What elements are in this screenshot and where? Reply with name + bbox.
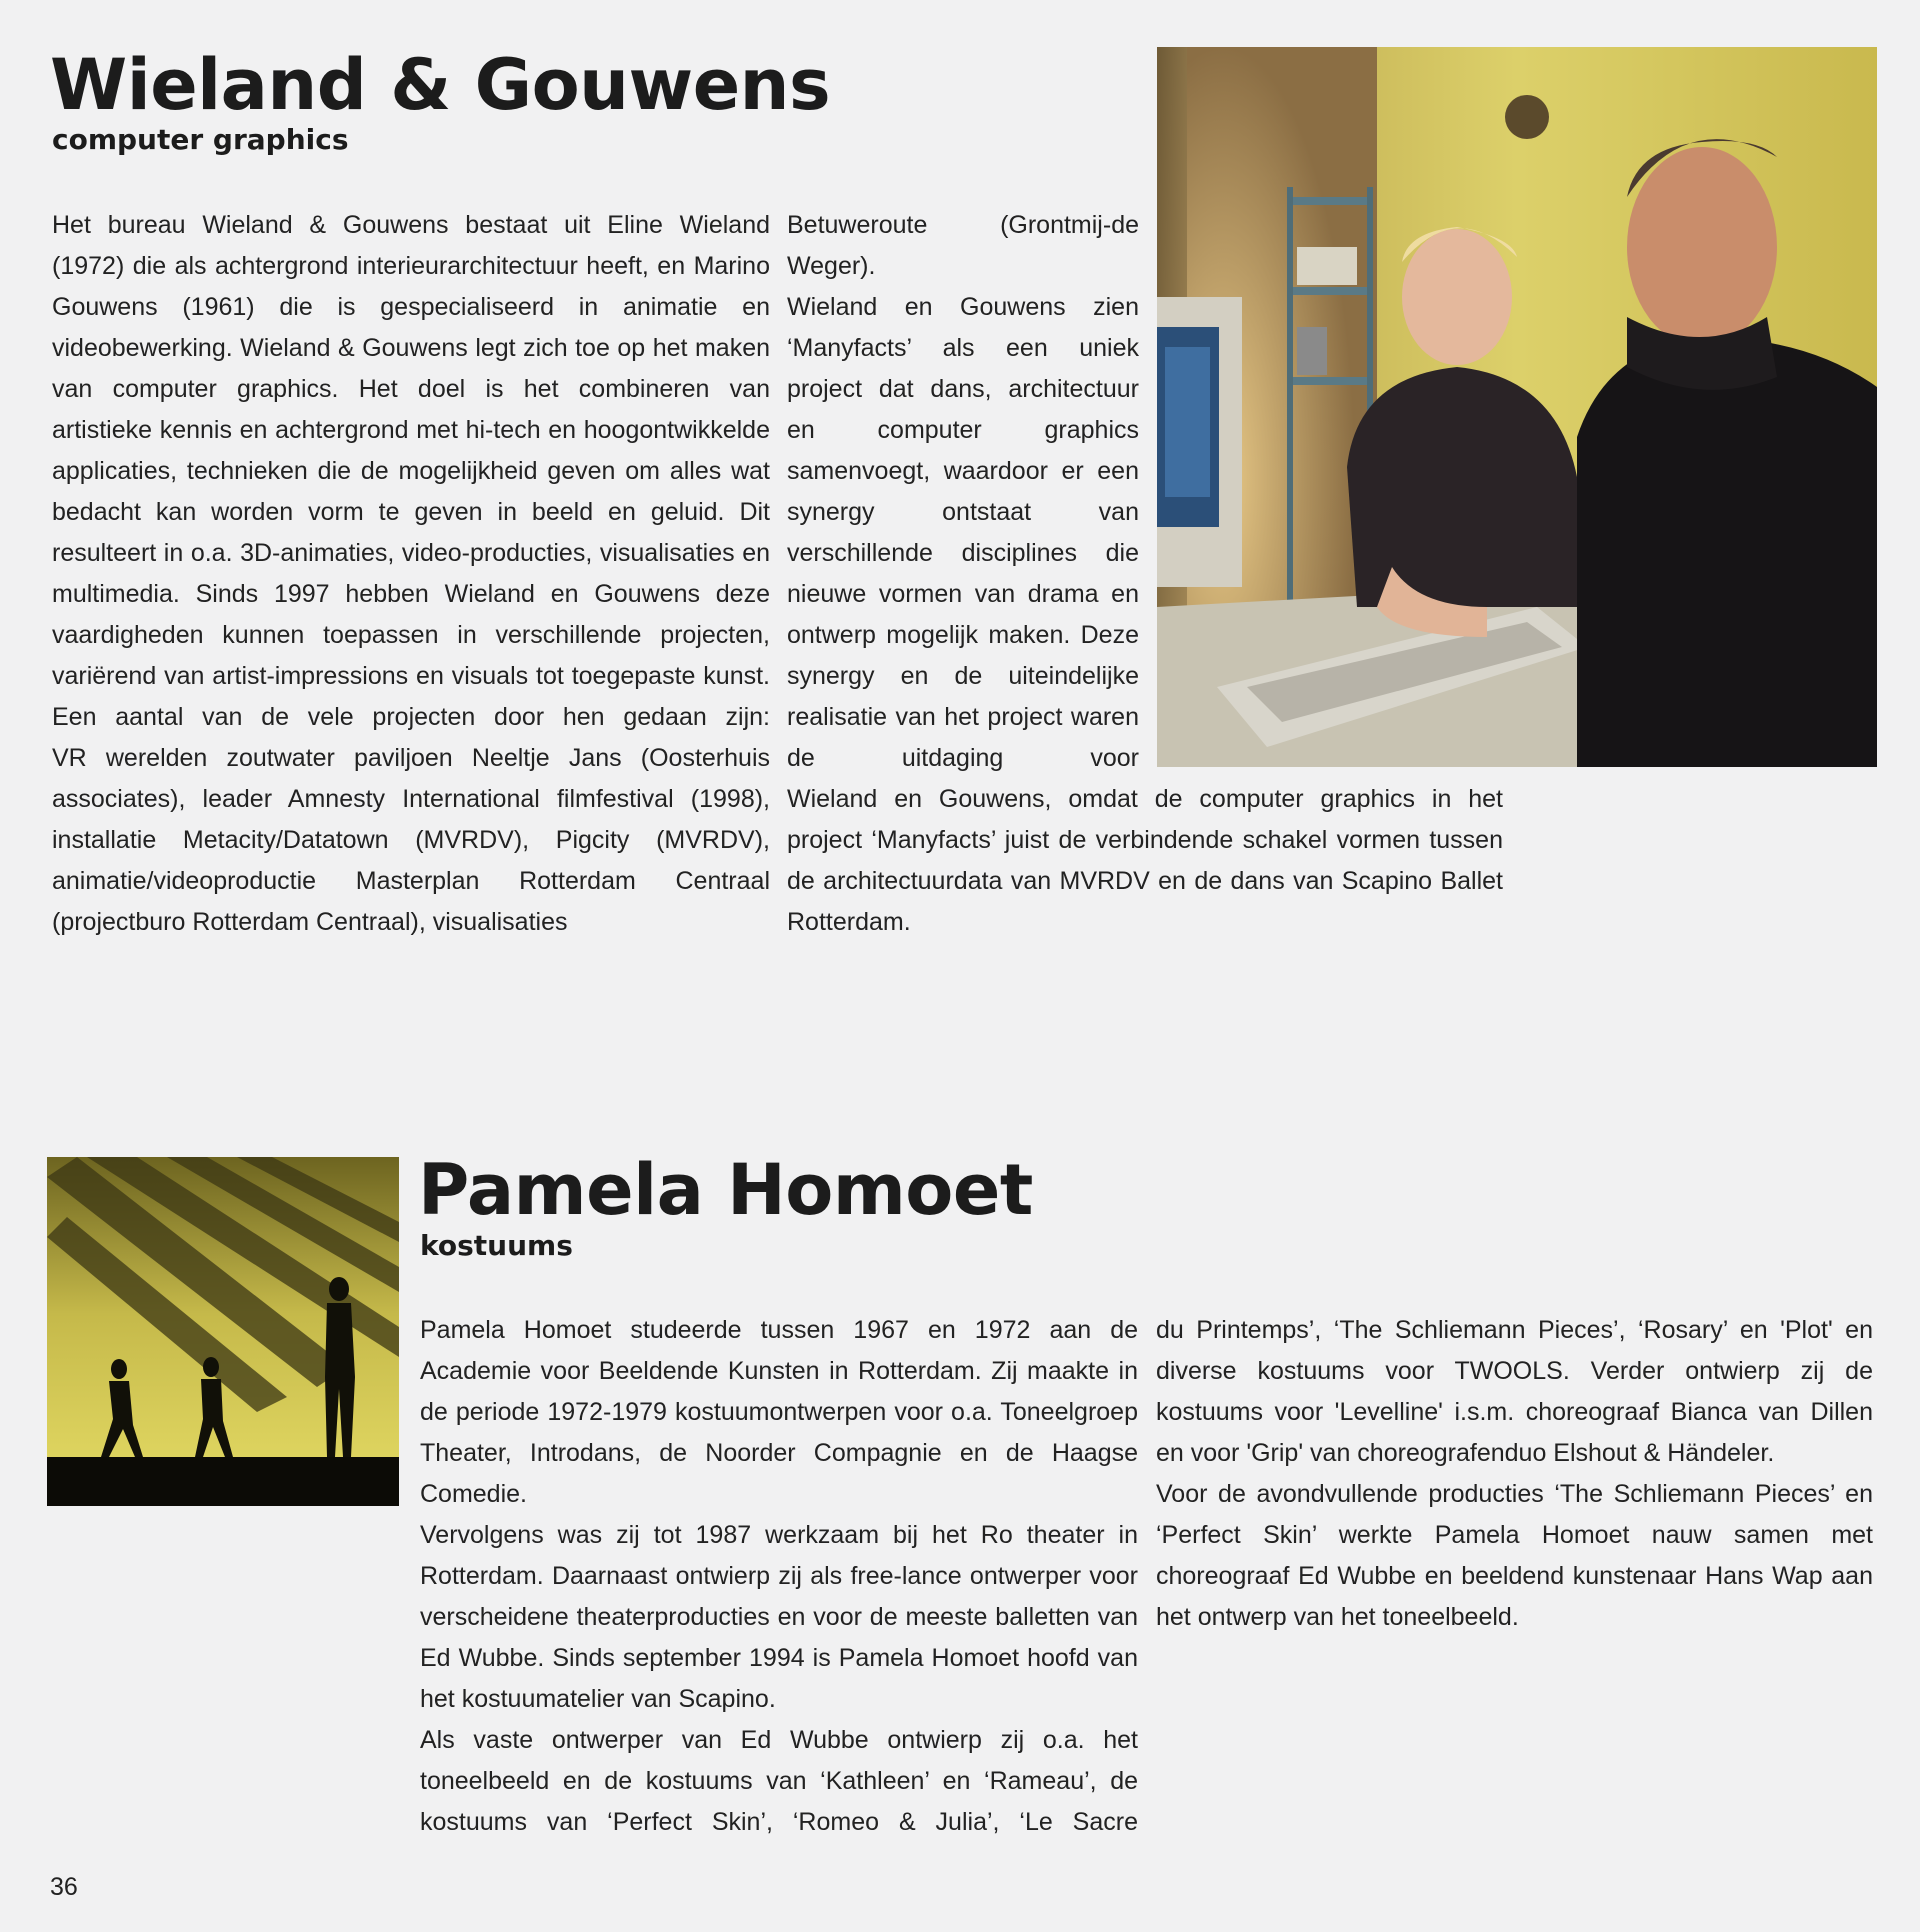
- section-subtitle-computer-graphics: computer graphics: [52, 123, 349, 156]
- section2-column-1: [420, 1310, 1138, 1843]
- body-paragraph: Voor de avondvullende producties ‘The Schliemann Pieces’ en ‘Perfect Skin’ werkte Pamela Homoet nauw samen met choreograaf Ed Wubbe en beeldend kunstenaar Hans Wap aan het ontwerp van het toneelbeeld.: [1156, 1480, 1873, 1631]
- body-paragraph: Wieland en Gouwens zien ‘Manyfacts’ als een uniek project dat dans, architectuur en computer graphics samenvoegt, waardoor er een synergy ontstaat van verschillende disciplines die nieuwe vormen van drama en ontwerp mogelijk maken. Deze synergy en de uiteindelijke realisatie van het project waren de uitdaging voor: [787, 293, 1139, 772]
- section1-column-2-continued: [787, 779, 1503, 943]
- body-paragraph: Het bureau Wieland & Gouwens bestaat uit Eline Wieland (1972) die als achtergrond interieurarchitectuur heeft, en Marino Gouwens (1961) die is gespecialiseerd in animatie en videobewerking. Wieland & Gouwens legt zich toe op het maken van computer graphics. Het doel is het combineren van artistieke kennis en achtergrond met hi-tech en hoogontwikkelde applicaties, technieken die de mogelijkheid geven om alles wat bedacht kan worden vorm te geven in beeld en geluid. Dit resulteert in o.a. 3D-animaties, video-producties, visualisaties en multimedia. Sinds 1997 hebben Wieland en Gouwens deze vaardigheden kunnen toepassen in verschillende projecten, variërend van artist-impressions en visuals tot toegepaste kunst. Een aantal van de vele projecten door hen gedaan zijn:: [52, 211, 770, 731]
- section-subtitle-kostuums: kostuums: [420, 1229, 573, 1262]
- section-title-pamela-homoet: Pamela Homoet: [418, 1149, 1033, 1231]
- body-paragraph: Wieland en Gouwens, omdat de computer graphics in het project ‘Manyfacts’ juist de verbindende schakel vormen tussen de architectuurdata van MVRDV en de dans van Scapino Ballet Rotterdam.: [787, 785, 1503, 936]
- body-paragraph: VR werelden zoutwater paviljoen Neeltje Jans (Oosterhuis associates), leader Amnesty International filmfestival (1998), installatie Metacity/Datatown (MVRDV), Pigcity (MVRDV), animatie/videoproductie Masterplan Rotterdam Centraal (projectburo Rotterdam Centraal), visualisaties: [52, 744, 770, 936]
- photo-wieland-gouwens-at-computer: [1157, 47, 1877, 767]
- section2-column-2: [1156, 1310, 1873, 1638]
- body-paragraph: Als vaste ontwerper van Ed Wubbe ontwierp zij o.a. het toneelbeeld en de kostuums van ‘Kathleen’ en ‘Rameau’, de kostuums van ‘Perfect Skin’, ‘Romeo & Julia’, ‘Le Sacre: [420, 1726, 1138, 1836]
- photo-dancers-silhouette: [47, 1157, 399, 1506]
- page-number: 36: [50, 1873, 78, 1901]
- body-paragraph: Betuweroute (Grontmij-de Weger).: [787, 211, 1139, 280]
- section1-column-1: [52, 205, 770, 943]
- body-paragraph: Pamela Homoet studeerde tussen 1967 en 1972 aan de Academie voor Beeldende Kunsten in Rotterdam. Zij maakte in de periode 1972-1979 kostuumontwerpen voor o.a. Toneelgroep Theater, Introdans, de Noorder Compagnie en de Haagse Comedie.: [420, 1316, 1138, 1508]
- body-paragraph: du Printemps’, ‘The Schliemann Pieces’, ‘Rosary’ en 'Plot' en diverse kostuums voor TWOOLS. Verder ontwierp zij de kostuums voor 'Levelline' i.s.m. choreograaf Bianca van Dillen en voor 'Grip' van choreografenduo Elshout & Händeler.: [1156, 1316, 1873, 1467]
- section1-column-2: [787, 205, 1139, 779]
- body-paragraph: Vervolgens was zij tot 1987 werkzaam bij het Ro theater in Rotterdam. Daarnaast ontwierp zij als free-lance ontwerper voor verscheidene theaterproducties en voor de meeste balletten van Ed Wubbe. Sinds september 1994 is Pamela Homoet hoofd van het kostuumatelier van Scapino.: [420, 1521, 1138, 1713]
- section-title-wieland-gouwens: Wieland & Gouwens: [50, 44, 831, 126]
